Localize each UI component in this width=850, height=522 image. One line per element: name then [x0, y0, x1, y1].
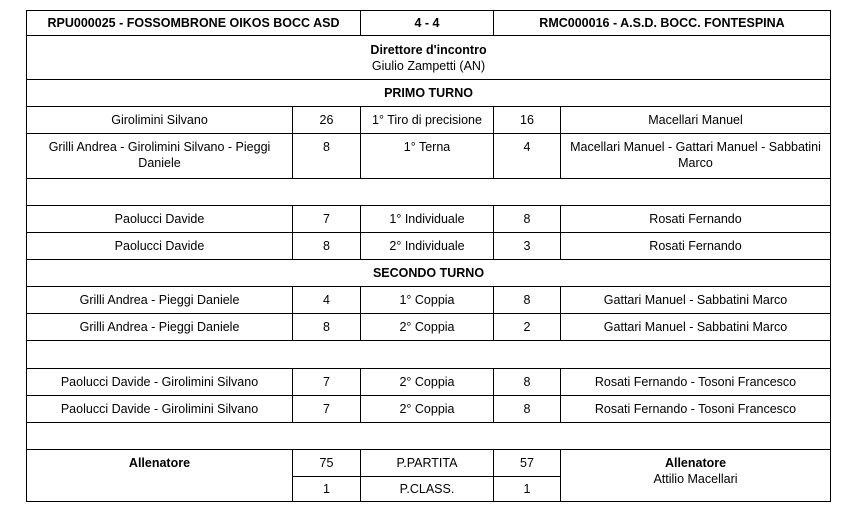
away-team-name: RMC000016 - A.S.D. BOCC. FONTESPINA [494, 11, 831, 36]
match-score: 4 - 4 [361, 11, 494, 36]
table-row [27, 369, 831, 396]
table-row [27, 287, 831, 314]
home-players: Paolucci Davide [27, 206, 293, 233]
home-score: 7 [293, 396, 361, 423]
spacer-row [27, 423, 831, 450]
home-coach-label: Allenatore [128, 456, 191, 470]
away-coach-name: Attilio Macellari [653, 472, 738, 486]
game-type: 1° Tiro di precisione [361, 107, 494, 134]
home-players: Grilli Andrea - Pieggi Daniele [27, 314, 293, 341]
table-row [27, 134, 831, 179]
home-score: 7 [293, 369, 361, 396]
away-players: Rosati Fernando - Tosoni Francesco [561, 396, 831, 423]
away-coach-label: Allenatore [664, 456, 727, 470]
away-players: Gattari Manuel - Sabbatini Marco [561, 287, 831, 314]
home-players: Paolucci Davide [27, 233, 293, 260]
away-score: 4 [494, 134, 561, 179]
table-row [27, 107, 831, 134]
home-players: Grilli Andrea - Girolimini Silvano - Pieggi Daniele [27, 134, 293, 179]
home-coach-cell [27, 450, 293, 502]
table-row [27, 396, 831, 423]
game-type: 1° Individuale [361, 206, 494, 233]
away-players: Macellari Manuel - Gattari Manuel - Sabbatini Marco [561, 134, 831, 179]
home-class-points: 1 [293, 477, 361, 502]
away-players: Macellari Manuel [561, 107, 831, 134]
empty-cell [27, 341, 831, 369]
empty-cell [27, 423, 831, 450]
section-header-row [27, 80, 831, 107]
away-class-points: 1 [494, 477, 561, 502]
game-type: 2° Coppia [361, 396, 494, 423]
away-score: 8 [494, 287, 561, 314]
secondo-turno-title: SECONDO TURNO [27, 260, 831, 287]
away-players: Gattari Manuel - Sabbatini Marco [561, 314, 831, 341]
class-label: P.CLASS. [361, 477, 494, 502]
away-score: 16 [494, 107, 561, 134]
game-type: 2° Coppia [361, 314, 494, 341]
table-row [27, 233, 831, 260]
away-coach-cell [561, 450, 831, 502]
director-name: Giulio Zampetti (AN) [371, 58, 486, 73]
home-players: Paolucci Davide - Girolimini Silvano [27, 396, 293, 423]
home-score: 8 [293, 134, 361, 179]
empty-cell [27, 179, 831, 206]
home-score: 8 [293, 233, 361, 260]
director-label: Direttore d'incontro [370, 42, 487, 57]
home-score: 4 [293, 287, 361, 314]
home-score: 26 [293, 107, 361, 134]
match-report-table [26, 10, 831, 502]
home-players: Girolimini Silvano [27, 107, 293, 134]
table-row [27, 314, 831, 341]
header-row [27, 11, 831, 36]
game-type: 1° Coppia [361, 287, 494, 314]
away-partita-points: 57 [494, 450, 561, 477]
home-score: 8 [293, 314, 361, 341]
away-players: Rosati Fernando - Tosoni Francesco [561, 369, 831, 396]
footer-row [27, 450, 831, 477]
away-players: Rosati Fernando [561, 233, 831, 260]
director-row [27, 36, 831, 80]
spacer-row [27, 341, 831, 369]
away-score: 8 [494, 396, 561, 423]
home-partita-points: 75 [293, 450, 361, 477]
home-score: 7 [293, 206, 361, 233]
home-players: Paolucci Davide - Girolimini Silvano [27, 369, 293, 396]
away-players: Rosati Fernando [561, 206, 831, 233]
home-team-name: RPU000025 - FOSSOMBRONE OIKOS BOCC ASD [27, 11, 361, 36]
away-score: 8 [494, 206, 561, 233]
away-score: 8 [494, 369, 561, 396]
director-cell [27, 36, 831, 80]
game-type: 1° Terna [361, 134, 494, 179]
away-score: 3 [494, 233, 561, 260]
section-header-row [27, 260, 831, 287]
game-type: 2° Individuale [361, 233, 494, 260]
table-row [27, 206, 831, 233]
game-type: 2° Coppia [361, 369, 494, 396]
partita-label: P.PARTITA [361, 450, 494, 477]
home-players: Grilli Andrea - Pieggi Daniele [27, 287, 293, 314]
away-score: 2 [494, 314, 561, 341]
primo-turno-title: PRIMO TURNO [27, 80, 831, 107]
spacer-row [27, 179, 831, 206]
